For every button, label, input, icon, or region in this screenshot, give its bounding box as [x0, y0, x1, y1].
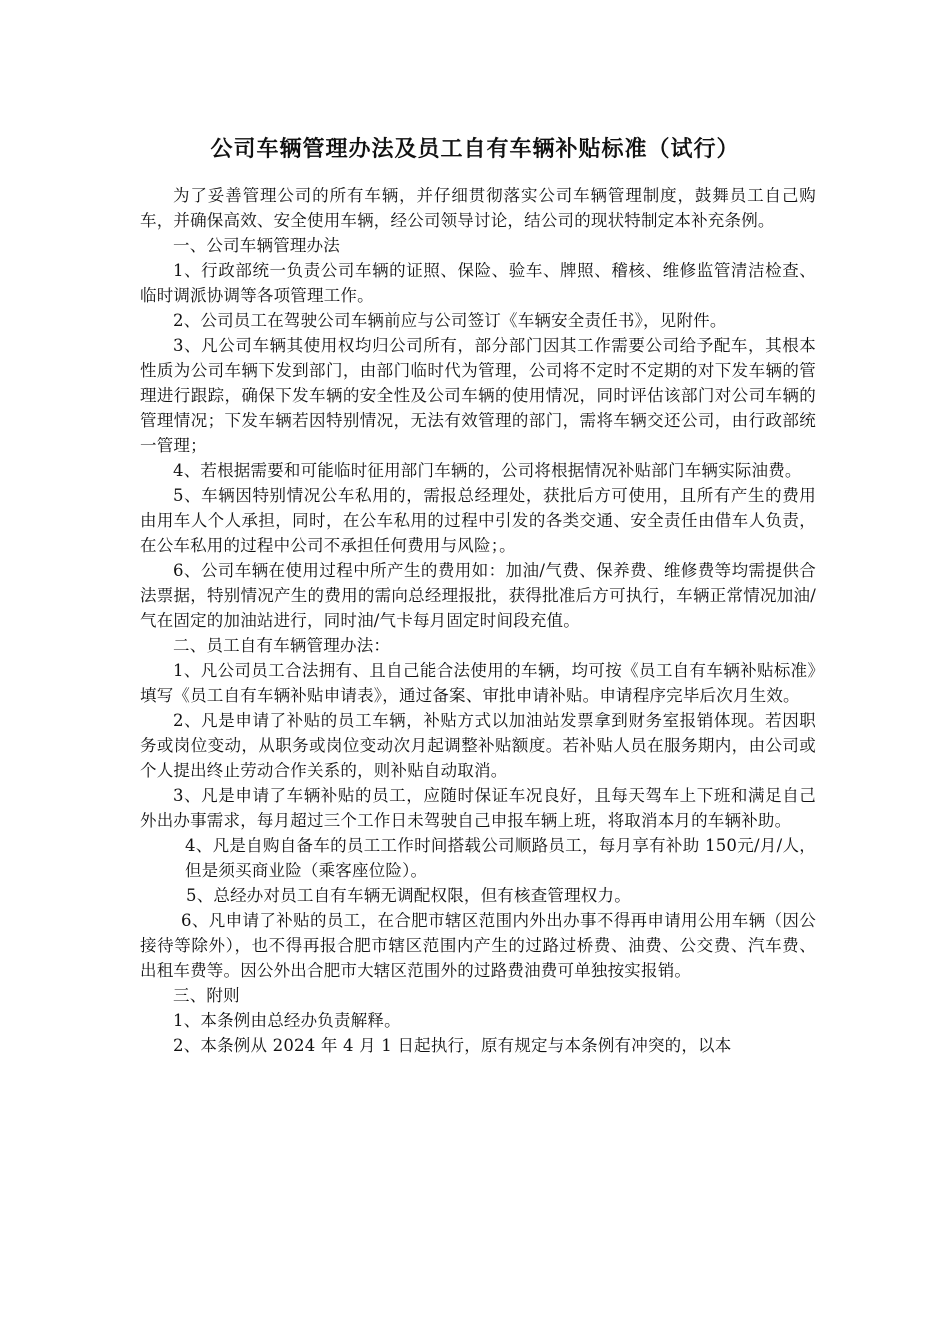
- section1-item-1: 1、行政部统一负责公司车辆的证照、保险、验车、牌照、稽核、维修监管清洁检查、临时调派协调等各项管理工作。: [140, 261, 816, 305]
- section2-item-1: 1、凡公司员工合法拥有、且自己能合法使用的车辆，均可按《员工自有车辆补贴标准》填写《员工自有车辆补贴申请表》，通过备案、审批申请补贴。申请程序完毕后次月生效。: [140, 661, 816, 705]
- section-heading-3: 三、附则: [173, 986, 240, 1005]
- section-heading-2: 二、员工自有车辆管理办法：: [173, 636, 391, 655]
- document-title: 公司车辆管理办法及员工自有车辆补贴标准（试行）: [210, 137, 740, 162]
- document-body: [140, 183, 816, 1058]
- section-heading-1: 一、公司车辆管理办法: [173, 236, 340, 255]
- section1-item-2: 2、公司员工在驾驶公司车辆前应与公司签订《车辆安全责任书》，见附件。: [173, 311, 727, 330]
- section2-item-5: 5、总经办对员工自有车辆无调配权限，但有核查管理权力。: [186, 886, 631, 905]
- section1-item-6: 6、公司车辆在使用过程中所产生的费用如：加油/气费、保养费、维修费等均需提供合法票据，特别情况产生的费用的需向总经理报批，获得批准后方可执行，车辆正常情况加油/气在固定的加油站进行，同时油/气卡每月固定时间段充值。: [140, 561, 816, 630]
- section2-item-2: 2、凡是申请了补贴的员工车辆，补贴方式以加油站发票拿到财务室报销体现。若因职务或岗位变动，从职务或岗位变动次月起调整补贴额度。若补贴人员在服务期内，由公司或个人提出终止劳动合作关系的，则补贴自动取消。: [140, 711, 816, 780]
- section1-item-3: 3、凡公司车辆其使用权均归公司所有，部分部门因其工作需要公司给予配车，其根本性质为公司车辆下发到部门，由部门临时代为管理，公司将不定时不定期的对下发车辆的管理进行跟踪，确保下发车辆的安全性及公司车辆的使用情况，同时评估该部门对公司车辆的管理情况；下发车辆若因特别情况，无法有效管理的部门，需将车辆交还公司，由行政部统一管理；: [140, 336, 816, 455]
- section3-item-2: 2、本条例从 2024 年 4 月 1 日起执行，原有规定与本条例有冲突的，以本: [173, 1036, 732, 1055]
- section2-item-4: 4、凡是自购自备车的员工工作时间搭载公司顺路员工，每月享有补助 150元/月/人，但是须买商业险（乘客座位险）。: [185, 836, 816, 880]
- section1-item-4: 4、若根据需要和可能临时征用部门车辆的，公司将根据情况补贴部门车辆实际油费。: [173, 461, 802, 480]
- section2-item-6: 6、凡申请了补贴的员工，在合肥市辖区范围内外出办事不得再申请用公用车辆（因公接待等除外），也不得再报合肥市辖区范围内产生的过路过桥费、油费、公交费、汽车费、出租车费等。因公外出合肥市大辖区范围外的过路费油费可单独按实报销。: [140, 911, 816, 980]
- intro-paragraph: 为了妥善管理公司的所有车辆，并仔细贯彻落实公司车辆管理制度，鼓舞员工自己购车，并确保高效、安全使用车辆，经公司领导讨论，结公司的现状特制定本补充条例。: [140, 186, 816, 230]
- section1-item-5: 5、车辆因特别情况公车私用的，需报总经理处，获批后方可使用，且所有产生的费用由用车人个人承担，同时，在公车私用的过程中引发的各类交通、安全责任由借车人负责，在公车私用的过程中公司不承担任何费用与风险；。: [140, 486, 816, 555]
- section2-item-3: 3、凡是申请了车辆补贴的员工，应随时保证车况良好，且每天驾车上下班和满足自己外出办事需求，每月超过三个工作日未驾驶自己申报车辆上班，将取消本月的车辆补助。: [140, 786, 816, 830]
- section3-item-1: 1、本条例由总经办负责解释。: [173, 1011, 401, 1030]
